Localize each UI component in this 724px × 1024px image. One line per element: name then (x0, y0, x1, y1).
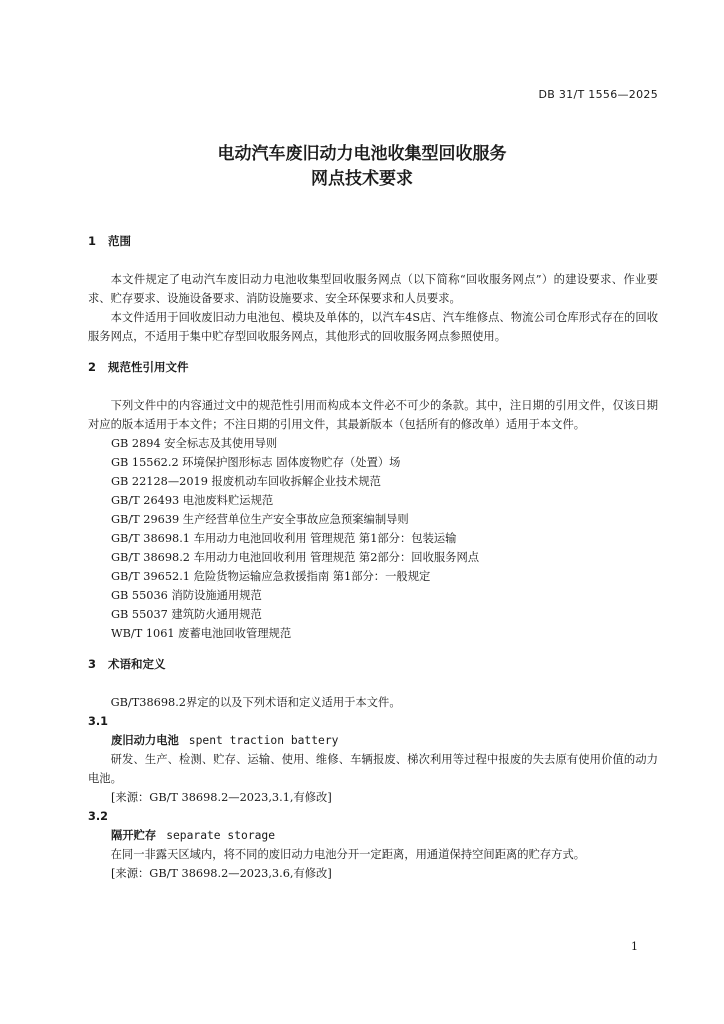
term-source: [来源：GB/T 38698.2—2023,3.6,有修改] (111, 867, 332, 880)
reference-item: GB/T 38698.2 车用动力电池回收利用 管理规范 第2部分：回收服务网点 (111, 551, 480, 564)
title-line-2: 网点技术要求 (311, 169, 413, 189)
reference-item: GB/T 39652.1 危险货物运输应急救援指南 第1部分：一般规定 (111, 570, 431, 583)
term-name: 隔开贮存 separate storage (111, 829, 276, 842)
section-heading-scope: 1 范围 (88, 234, 132, 248)
term-number: 3.1 (88, 715, 109, 728)
reference-item: GB/T 38698.1 车用动力电池回收利用 管理规范 第1部分：包装运输 (111, 532, 457, 545)
document-code: DB 31/T 1556—2025 (538, 88, 658, 101)
reference-item: GB 22128—2019 报废机动车回收拆解企业技术规范 (111, 475, 381, 488)
document-body (88, 232, 658, 883)
reference-item: GB 55037 建筑防火通用规范 (111, 608, 262, 621)
reference-item: GB 55036 消防设施通用规范 (111, 589, 262, 602)
term-source: [来源：GB/T 38698.2—2023,3.1,有修改] (111, 791, 332, 804)
reference-item: GB 2894 安全标志及其使用导则 (111, 437, 278, 450)
document-title (0, 142, 724, 192)
scope-paragraph-1: 本文件规定了电动汽车废旧动力电池收集型回收服务网点（以下简称“回收服务网点”）的建设要求、作业要求、贮存要求、设施设备要求、消防设施要求、安全环保要求和人员要求。 (88, 273, 658, 305)
reference-item: GB/T 26493 电池废料贮运规范 (111, 494, 274, 507)
title-line-1: 电动汽车废旧动力电池收集型回收服务 (217, 144, 507, 164)
section-heading-references: 2 规范性引用文件 (88, 360, 189, 374)
term-definition: 在同一非露天区域内，将不同的废旧动力电池分开一定距离，用通道保持空间距离的贮存方式。 (110, 848, 586, 861)
reference-item: GB/T 29639 生产经营单位生产安全事故应急预案编制导则 (111, 513, 409, 526)
page-number: 1 (631, 940, 638, 953)
term-number: 3.2 (88, 810, 109, 823)
term-definition: 研发、生产、检测、贮存、运输、使用、维修、车辆报废、梯次利用等过程中报废的失去原有使用价值的动力电池。 (88, 753, 658, 785)
reference-item: WB/T 1061 废蓄电池回收管理规范 (111, 627, 292, 640)
term-name: 废旧动力电池 spent traction battery (111, 734, 339, 747)
scope-paragraph-2: 本文件适用于回收废旧动力电池包、模块及单体的，以汽车4S店、汽车维修点、物流公司仓库形式存在的回收服务网点，不适用于集中贮存型回收服务网点，其他形式的回收服务网点参照使用。 (88, 311, 658, 343)
reference-item: GB 15562.2 环境保护图形标志 固体废物贮存（处置）场 (111, 456, 401, 469)
references-intro: 下列文件中的内容通过文中的规范性引用而构成本文件必不可少的条款。其中，注日期的引用文件，仅该日期对应的版本适用于本文件；不注日期的引用文件，其最新版本（包括所有的修改单）适用于本文件。 (88, 399, 658, 431)
section-heading-terms: 3 术语和定义 (88, 657, 166, 671)
terms-intro: GB/T38698.2界定的以及下列术语和定义适用于本文件。 (110, 696, 401, 709)
